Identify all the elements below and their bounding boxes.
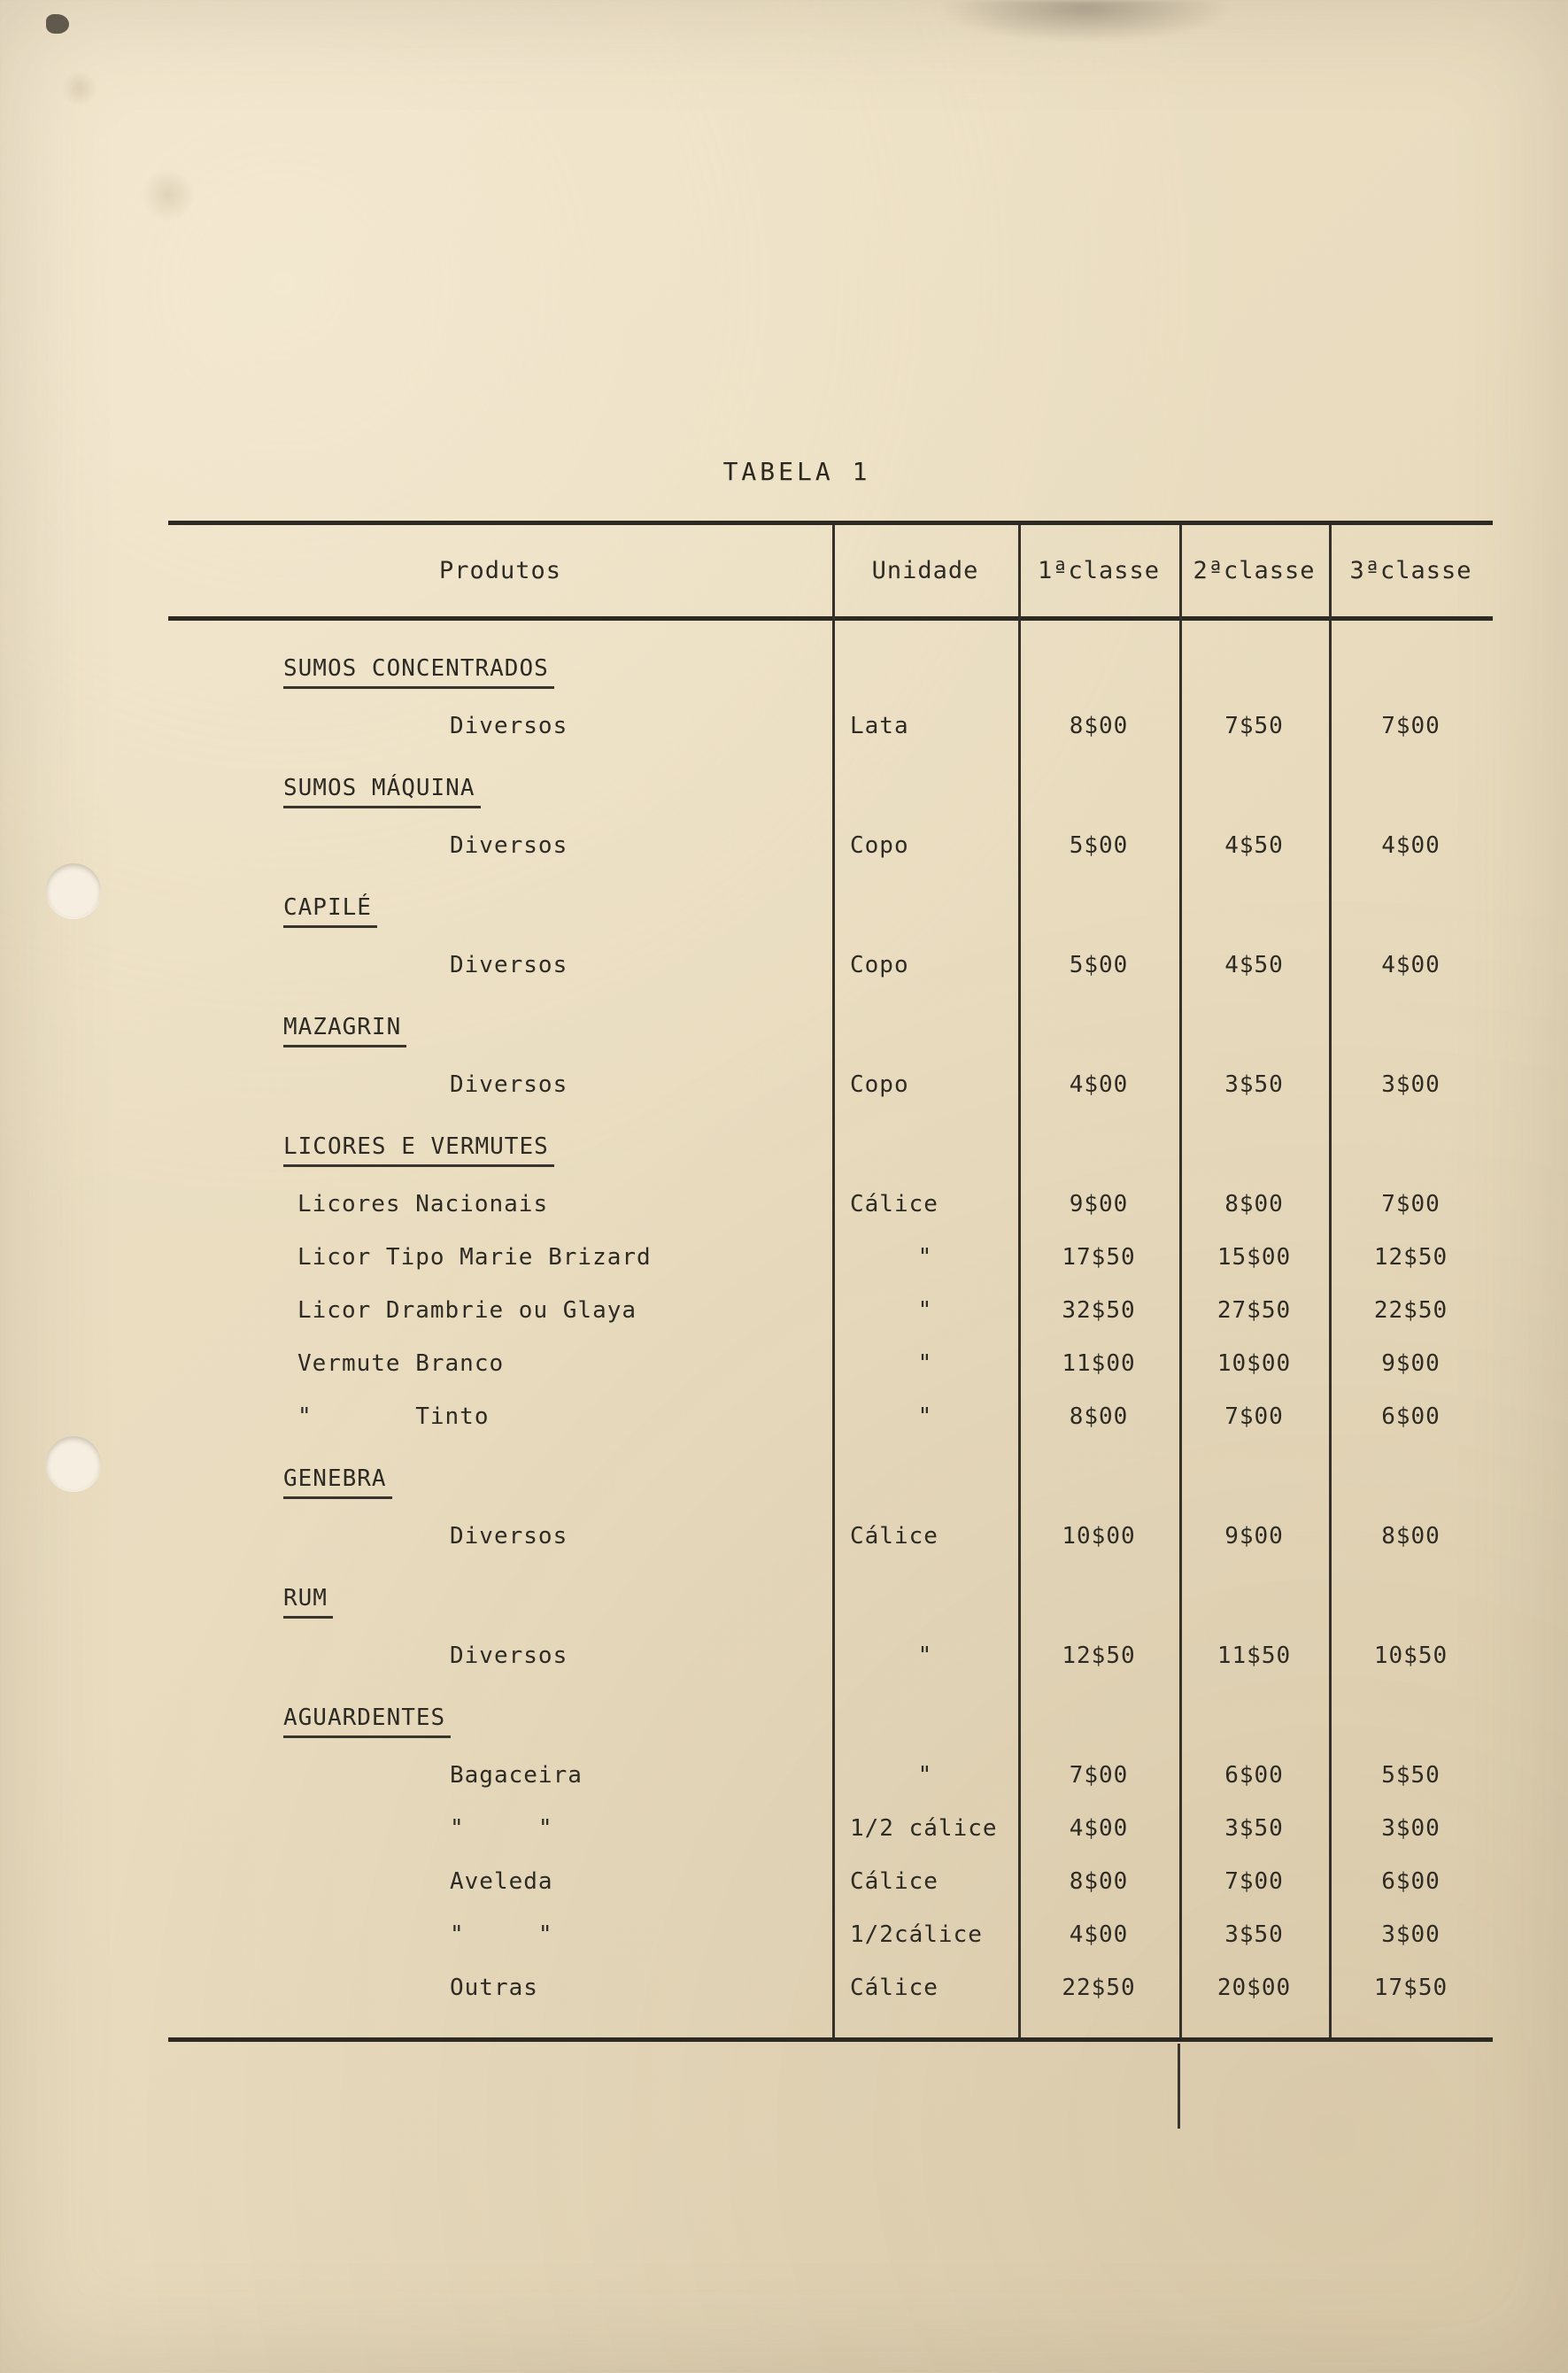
- table-row: [168, 1908, 1493, 1961]
- cell-product: [168, 1802, 832, 1855]
- cell-product: [168, 645, 832, 700]
- cell-classe2-text: 7$50: [1224, 713, 1284, 739]
- cell-product: [168, 1455, 832, 1510]
- table-row: [168, 1855, 1493, 1908]
- cell-classe3-text: 9$00: [1381, 1350, 1441, 1377]
- cell-classe2: [1179, 939, 1329, 992]
- cell-classe1: [1018, 1802, 1179, 1855]
- column-header-classe1: 1ªclasse: [1037, 557, 1161, 584]
- cell-classe3-text: 7$00: [1381, 1191, 1441, 1217]
- cell-product: [168, 1058, 832, 1111]
- cell-classe1-text: 22$50: [1062, 1975, 1136, 2001]
- cell-unit-text: ": [917, 1403, 933, 1430]
- cell-classe2: [1179, 1337, 1329, 1390]
- cell-classe1: [1018, 1510, 1179, 1563]
- cell-classe2-text: 3$50: [1224, 1815, 1284, 1842]
- cell-unit-text: ": [917, 1350, 933, 1377]
- cell-classe2: [1179, 1908, 1329, 1961]
- cell-empty: [1329, 645, 1493, 700]
- cell-empty: [1179, 1123, 1329, 1178]
- cell-product-text: Licor Drambrie ou Glaya: [297, 1297, 637, 1324]
- cell-classe2: [1179, 1231, 1329, 1284]
- cell-empty: [1329, 1574, 1493, 1629]
- paper-stain: [62, 71, 97, 106]
- cell-classe1-text: 7$00: [1069, 1762, 1129, 1789]
- column-divider: [1179, 525, 1182, 2037]
- cell-classe3: [1329, 819, 1493, 872]
- cell-unit-text: Copo: [850, 1071, 909, 1098]
- cell-classe3: [1329, 1908, 1493, 1961]
- cell-product-text: Diversos: [450, 1071, 568, 1098]
- stray-mark: [1178, 2044, 1180, 2129]
- cell-unit: [832, 1855, 1018, 1908]
- cell-classe1-text: 12$50: [1062, 1643, 1136, 1669]
- section-title: MAZAGRIN: [283, 1014, 406, 1047]
- column-divider: [832, 525, 835, 2037]
- section-title: SUMOS CONCENTRADOS: [283, 655, 554, 689]
- cell-product: [168, 1123, 832, 1178]
- cell-unit: [832, 819, 1018, 872]
- cell-classe3-text: 10$50: [1373, 1643, 1448, 1669]
- table-section-row: [168, 1694, 1493, 1749]
- table-row: [168, 819, 1493, 872]
- cell-classe3-text: 4$00: [1381, 832, 1441, 859]
- column-header-classe3: 3ªclasse: [1349, 557, 1472, 584]
- table-header-row: [168, 525, 1493, 621]
- cell-product-text: " ": [450, 1815, 553, 1842]
- cell-empty: [832, 884, 1018, 939]
- cell-classe3: [1329, 1178, 1493, 1231]
- table-row: [168, 1510, 1493, 1563]
- cell-product-text: Licor Tipo Marie Brizard: [297, 1244, 652, 1271]
- cell-classe1-text: 8$00: [1069, 1403, 1129, 1430]
- cell-classe2-text: 7$00: [1224, 1868, 1284, 1895]
- cell-classe1-text: 11$00: [1062, 1350, 1136, 1377]
- cell-classe3: [1329, 1749, 1493, 1802]
- cell-product: [168, 1694, 832, 1749]
- cell-empty: [1018, 1574, 1179, 1629]
- section-title: RUM: [283, 1585, 333, 1619]
- cell-classe2: [1179, 700, 1329, 753]
- table-row: [168, 1749, 1493, 1802]
- cell-classe2-text: 10$00: [1217, 1350, 1292, 1377]
- cell-classe3-text: 8$00: [1381, 1523, 1441, 1550]
- table-row: [168, 1629, 1493, 1682]
- cell-product: [168, 1961, 832, 2014]
- cell-empty: [1179, 1574, 1329, 1629]
- cell-unit-text: Copo: [850, 832, 909, 859]
- cell-empty: [1179, 1003, 1329, 1058]
- cell-unit: [832, 1629, 1018, 1682]
- cell-unit: [832, 1284, 1018, 1337]
- column-header-classe2: 2ªclasse: [1193, 557, 1316, 584]
- cell-empty: [1018, 884, 1179, 939]
- cell-classe1: [1018, 1058, 1179, 1111]
- cell-empty: [1018, 1003, 1179, 1058]
- cell-classe3: [1329, 700, 1493, 753]
- cell-product: [168, 1855, 832, 1908]
- cell-classe1: [1018, 1390, 1179, 1443]
- cell-empty: [832, 764, 1018, 819]
- page-title: TABELA 1: [722, 457, 871, 486]
- cell-unit: [832, 1231, 1018, 1284]
- cell-empty: [1329, 884, 1493, 939]
- cell-classe1: [1018, 1178, 1179, 1231]
- cell-classe3: [1329, 1058, 1493, 1111]
- cell-empty: [1018, 764, 1179, 819]
- cell-classe2: [1179, 1390, 1329, 1443]
- cell-classe2-text: 15$00: [1217, 1244, 1292, 1271]
- column-header-unidade: Unidade: [871, 557, 979, 584]
- cell-product-text: Bagaceira: [450, 1762, 583, 1789]
- cell-empty: [1329, 1455, 1493, 1510]
- cell-product: [168, 700, 832, 753]
- cell-product: [168, 1003, 832, 1058]
- cell-empty: [1179, 1694, 1329, 1749]
- table-row: [168, 939, 1493, 992]
- table-section-row: [168, 764, 1493, 819]
- cell-classe1-text: 4$00: [1069, 1071, 1129, 1098]
- scan-smudge: [938, 0, 1231, 43]
- cell-classe1: [1018, 1961, 1179, 2014]
- cell-product: [168, 1574, 832, 1629]
- cell-unit: [832, 1390, 1018, 1443]
- cell-unit: [832, 1908, 1018, 1961]
- cell-unit-text: ": [917, 1244, 933, 1271]
- cell-classe1: [1018, 700, 1179, 753]
- cell-classe2-text: 8$00: [1224, 1191, 1284, 1217]
- table-row: [168, 1390, 1493, 1443]
- cell-classe1-text: 9$00: [1069, 1191, 1129, 1217]
- cell-empty: [1018, 1694, 1179, 1749]
- cell-product: [168, 1178, 832, 1231]
- cell-classe3-text: 5$50: [1381, 1762, 1441, 1789]
- cell-unit-text: Cálice: [850, 1523, 938, 1550]
- cell-classe2-text: 7$00: [1224, 1403, 1284, 1430]
- cell-classe1: [1018, 819, 1179, 872]
- cell-product-text: Diversos: [450, 1643, 568, 1669]
- cell-classe2-text: 3$50: [1224, 1071, 1284, 1098]
- cell-classe2: [1179, 1855, 1329, 1908]
- section-title: CAPILÉ: [283, 894, 377, 928]
- cell-classe2: [1179, 819, 1329, 872]
- column-divider: [1329, 525, 1332, 2037]
- cell-product: [168, 1284, 832, 1337]
- cell-empty: [832, 1123, 1018, 1178]
- table-row: [168, 1337, 1493, 1390]
- cell-classe1-text: 8$00: [1069, 713, 1129, 739]
- cell-empty: [1329, 1694, 1493, 1749]
- cell-classe2: [1179, 1058, 1329, 1111]
- cell-classe1: [1018, 1855, 1179, 1908]
- table-row: [168, 1058, 1493, 1111]
- cell-product-text: Diversos: [450, 952, 568, 978]
- cell-classe3: [1329, 1337, 1493, 1390]
- cell-unit-text: Cálice: [850, 1191, 938, 1217]
- cell-product: [168, 1231, 832, 1284]
- table-body: [168, 621, 1493, 2014]
- section-title: AGUARDENTES: [283, 1704, 451, 1738]
- table-row: [168, 1961, 1493, 2014]
- cell-unit: [832, 1961, 1018, 2014]
- cell-unit-text: Cálice: [850, 1975, 938, 2001]
- cell-unit: [832, 1337, 1018, 1390]
- price-table: [168, 521, 1493, 2042]
- table-row: [168, 1802, 1493, 1855]
- cell-classe2-text: 3$50: [1224, 1921, 1284, 1948]
- cell-empty: [1179, 1455, 1329, 1510]
- cell-classe1-text: 17$50: [1062, 1244, 1136, 1271]
- cell-empty: [1018, 1455, 1179, 1510]
- cell-classe2: [1179, 1178, 1329, 1231]
- cell-classe1-text: 8$00: [1069, 1868, 1129, 1895]
- punch-hole: [46, 1436, 101, 1491]
- cell-empty: [832, 645, 1018, 700]
- cell-empty: [1329, 1123, 1493, 1178]
- column-divider: [1018, 525, 1021, 2037]
- staple-mark: [46, 14, 69, 34]
- cell-classe1-text: 4$00: [1069, 1815, 1129, 1842]
- punch-hole: [46, 863, 101, 918]
- cell-classe2: [1179, 1629, 1329, 1682]
- section-title: LICORES E VERMUTES: [283, 1133, 554, 1167]
- cell-empty: [832, 1003, 1018, 1058]
- cell-empty: [1179, 764, 1329, 819]
- cell-classe1-text: 5$00: [1069, 832, 1129, 859]
- cell-classe2-text: 27$50: [1217, 1297, 1292, 1324]
- cell-product: [168, 1908, 832, 1961]
- cell-product-text: Vermute Branco: [297, 1350, 505, 1377]
- cell-unit-text: ": [917, 1297, 933, 1324]
- table-row: [168, 1231, 1493, 1284]
- cell-product-text: Aveleda: [450, 1868, 553, 1895]
- table-row: [168, 1178, 1493, 1231]
- cell-classe3: [1329, 1510, 1493, 1563]
- paper-stain: [142, 168, 195, 221]
- cell-unit-text: ": [917, 1762, 933, 1789]
- section-title: GENEBRA: [283, 1465, 392, 1499]
- cell-classe1-text: 10$00: [1062, 1523, 1136, 1550]
- cell-classe3: [1329, 1961, 1493, 2014]
- cell-classe3: [1329, 1231, 1493, 1284]
- table-section-row: [168, 645, 1493, 700]
- cell-unit: [832, 1058, 1018, 1111]
- cell-classe3: [1329, 1855, 1493, 1908]
- table-section-row: [168, 1003, 1493, 1058]
- cell-classe2: [1179, 1510, 1329, 1563]
- cell-unit: [832, 1802, 1018, 1855]
- cell-product: [168, 1390, 832, 1443]
- cell-empty: [1018, 645, 1179, 700]
- cell-product-text: Diversos: [450, 832, 568, 859]
- cell-classe1-text: 4$00: [1069, 1921, 1129, 1948]
- cell-product-text: Licores Nacionais: [297, 1191, 549, 1217]
- cell-classe3-text: 3$00: [1381, 1071, 1441, 1098]
- cell-classe2-text: 4$50: [1224, 952, 1284, 978]
- cell-product-text: Outras: [450, 1975, 538, 2001]
- cell-unit-text: Lata: [850, 713, 909, 739]
- cell-classe3-text: 17$50: [1373, 1975, 1448, 2001]
- cell-empty: [1329, 1003, 1493, 1058]
- cell-classe3-text: 3$00: [1381, 1921, 1441, 1948]
- cell-classe3-text: 4$00: [1381, 952, 1441, 978]
- cell-classe2-text: 6$00: [1224, 1762, 1284, 1789]
- section-title: SUMOS MÁQUINA: [283, 775, 481, 808]
- cell-product-text: " Tinto: [297, 1403, 490, 1430]
- cell-classe3: [1329, 1390, 1493, 1443]
- cell-product-text: Diversos: [450, 713, 568, 739]
- cell-empty: [1179, 645, 1329, 700]
- table-row: [168, 1284, 1493, 1337]
- cell-empty: [832, 1574, 1018, 1629]
- cell-classe2-text: 20$00: [1217, 1975, 1292, 2001]
- cell-classe2: [1179, 1284, 1329, 1337]
- cell-unit: [832, 700, 1018, 753]
- cell-unit: [832, 1178, 1018, 1231]
- cell-unit-text: 1/2cálice: [850, 1921, 983, 1948]
- cell-product: [168, 884, 832, 939]
- cell-unit: [832, 939, 1018, 992]
- cell-classe3: [1329, 1802, 1493, 1855]
- cell-classe2-text: 9$00: [1224, 1523, 1284, 1550]
- cell-classe2: [1179, 1802, 1329, 1855]
- table-section-row: [168, 1455, 1493, 1510]
- cell-classe1: [1018, 939, 1179, 992]
- cell-classe3-text: 22$50: [1373, 1297, 1448, 1324]
- cell-classe1-text: 32$50: [1062, 1297, 1136, 1324]
- cell-unit: [832, 1749, 1018, 1802]
- cell-empty: [832, 1694, 1018, 1749]
- cell-classe1: [1018, 1749, 1179, 1802]
- cell-classe1-text: 5$00: [1069, 952, 1129, 978]
- cell-product: [168, 939, 832, 992]
- table-section-row: [168, 884, 1493, 939]
- table-section-row: [168, 1574, 1493, 1629]
- cell-classe3-text: 3$00: [1381, 1815, 1441, 1842]
- cell-unit-text: Copo: [850, 952, 909, 978]
- cell-product: [168, 819, 832, 872]
- cell-classe2-text: 11$50: [1217, 1643, 1292, 1669]
- cell-classe2: [1179, 1961, 1329, 2014]
- cell-classe1: [1018, 1908, 1179, 1961]
- cell-empty: [1179, 884, 1329, 939]
- cell-empty: [1018, 1123, 1179, 1178]
- cell-classe2: [1179, 1749, 1329, 1802]
- cell-classe3: [1329, 939, 1493, 992]
- table-section-row: [168, 1123, 1493, 1178]
- cell-classe3-text: 6$00: [1381, 1868, 1441, 1895]
- column-header-produtos: Produtos: [438, 557, 562, 584]
- cell-classe3: [1329, 1284, 1493, 1337]
- cell-classe1: [1018, 1231, 1179, 1284]
- cell-unit-text: 1/2 cálice: [850, 1815, 998, 1842]
- cell-product: [168, 1629, 832, 1682]
- cell-unit: [832, 1510, 1018, 1563]
- cell-product: [168, 1749, 832, 1802]
- cell-classe1: [1018, 1284, 1179, 1337]
- cell-unit-text: Cálice: [850, 1868, 938, 1895]
- cell-product-text: " ": [450, 1921, 553, 1948]
- cell-classe2-text: 4$50: [1224, 832, 1284, 859]
- cell-product: [168, 1337, 832, 1390]
- cell-classe3: [1329, 1629, 1493, 1682]
- cell-product: [168, 1510, 832, 1563]
- cell-classe1: [1018, 1337, 1179, 1390]
- cell-product-text: Diversos: [450, 1523, 568, 1550]
- table-row: [168, 700, 1493, 753]
- cell-classe3-text: 6$00: [1381, 1403, 1441, 1430]
- cell-unit-text: ": [917, 1643, 933, 1669]
- cell-classe3-text: 7$00: [1381, 713, 1441, 739]
- cell-classe1: [1018, 1629, 1179, 1682]
- cell-empty: [1329, 764, 1493, 819]
- cell-empty: [832, 1455, 1018, 1510]
- cell-classe3-text: 12$50: [1373, 1244, 1448, 1271]
- cell-product: [168, 764, 832, 819]
